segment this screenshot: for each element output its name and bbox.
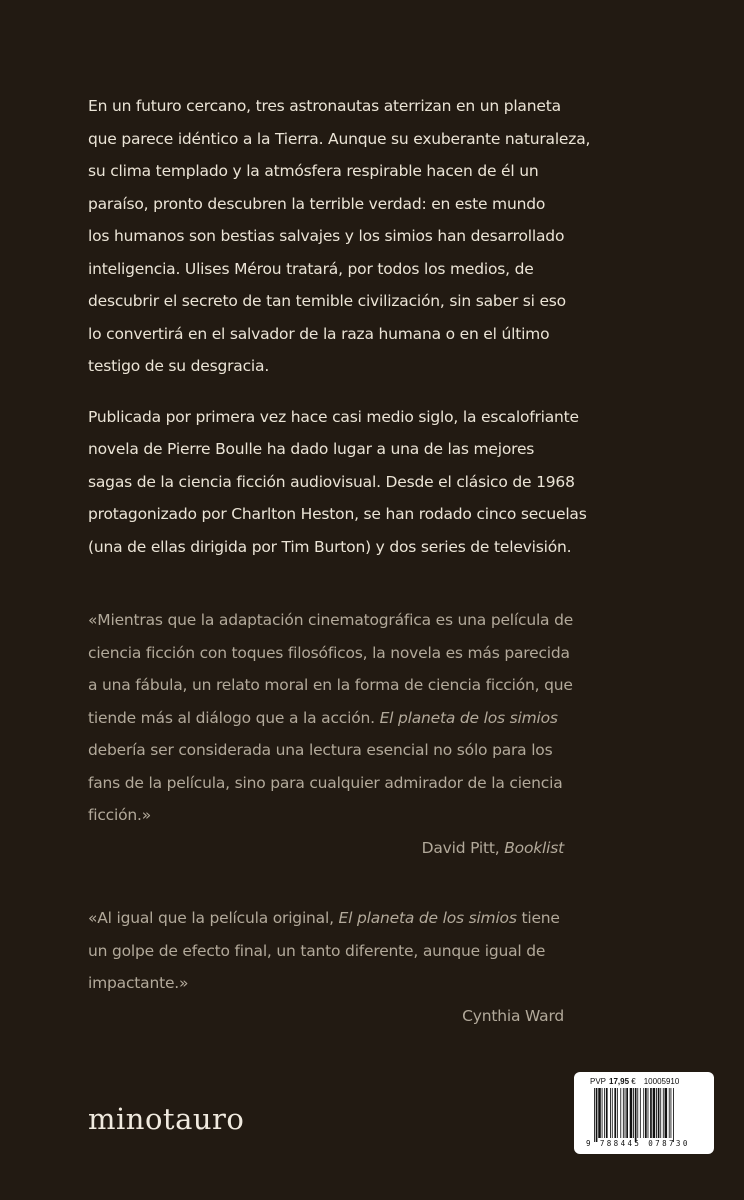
barcode-bar	[626, 1088, 628, 1138]
synopsis-line: En un futuro cercano, tres astronautas aterrizan en un planeta	[88, 97, 561, 115]
review-quotes	[88, 604, 660, 1032]
barcode-bar	[658, 1088, 660, 1138]
synopsis-paragraph-2	[88, 401, 660, 564]
barcode-bar	[671, 1088, 672, 1138]
quote-text: «Al igual que la película original,	[88, 909, 339, 927]
barcode-bar	[665, 1088, 668, 1138]
synopsis-line: (una de ellas dirigida por Tim Burton) y dos series de televisión.	[88, 537, 572, 556]
barcode-bar	[660, 1088, 661, 1138]
barcode-bar	[635, 1088, 637, 1142]
quote-author: Cynthia Ward	[462, 1006, 564, 1025]
quote-line: a una fábula, un relato moral en la forma de ciencia ficción, que	[88, 676, 573, 694]
synopsis-line: lo convertirá en el salvador de la raza humana o en el último	[88, 324, 550, 343]
quote-line: ciencia ficción con toques filosóficos, la novela es más parecida	[88, 643, 570, 662]
barcode-bar	[604, 1088, 605, 1138]
quote-line: ficción.»	[88, 806, 152, 824]
barcode-bar	[614, 1088, 616, 1138]
quote-text: tiende más al diálogo que a la acción.	[88, 708, 380, 727]
synopsis-line: paraíso, pronto descubren la terrible verdad: en este mundo	[88, 194, 546, 213]
quote-line: debería ser considerada una lectura esencial no sólo para los	[88, 741, 553, 759]
synopsis-line: inteligencia. Ulises Mérou tratará, por todos los medios, de	[88, 259, 534, 278]
product-code: 10005910	[643, 1077, 680, 1086]
publisher-logo: minotauro	[88, 1102, 245, 1136]
synopsis-line: su clima templado y la atmósfera respirable hacen de él un	[88, 162, 539, 180]
barcode-bar	[594, 1088, 595, 1142]
barcode-graphic	[592, 1088, 706, 1142]
barcode-bar	[610, 1088, 611, 1138]
pvp-label: PVP	[590, 1077, 607, 1086]
barcode-bar	[612, 1088, 613, 1138]
barcode-bar	[602, 1088, 603, 1138]
barcode-bar	[669, 1088, 670, 1138]
barcode-bar	[633, 1088, 634, 1138]
barcode-bar	[625, 1088, 626, 1138]
barcode-bar	[620, 1088, 621, 1138]
synopsis	[88, 90, 660, 581]
barcode-bar	[598, 1088, 601, 1138]
price-value: 17,95	[609, 1077, 630, 1086]
barcode-bar	[645, 1088, 647, 1138]
synopsis-line: Publicada por primera vez hace casi medio siglo, la escalofriante	[88, 407, 579, 426]
quote-attribution	[88, 832, 660, 865]
price-row	[590, 1077, 708, 1088]
quote-text: tiene	[516, 909, 560, 927]
quote-attribution	[88, 1000, 660, 1033]
barcode-label	[574, 1072, 714, 1154]
barcode-bar	[630, 1088, 633, 1138]
barcode-bar	[656, 1088, 657, 1138]
spacer	[88, 864, 660, 902]
book-title: El planeta de los simios	[379, 708, 558, 727]
quote-line: «Mientras que la adaptación cinematográfica es una película de	[88, 611, 574, 629]
review-quote-1	[88, 604, 660, 864]
barcode-bar	[648, 1088, 649, 1138]
synopsis-line: descubrir el secreto de tan temible civilización, sin saber si eso	[88, 292, 566, 310]
barcode-bar	[663, 1088, 664, 1138]
synopsis-line: sagas de la ciencia ficción audiovisual. Desde el clásico de 1968	[88, 472, 575, 491]
barcode-bar	[650, 1088, 652, 1138]
currency-symbol: €	[631, 1077, 636, 1086]
barcode-bar	[623, 1088, 624, 1138]
book-title: El planeta de los simios	[338, 909, 517, 927]
synopsis-paragraph-1	[88, 90, 660, 383]
quote-line	[88, 702, 660, 735]
synopsis-line: los humanos son bestias salvajes y los simios han desarrollado	[88, 227, 565, 245]
barcode-bar	[617, 1088, 618, 1138]
quote-line: un golpe de efecto final, un tanto diferente, aunque igual de	[88, 941, 546, 960]
quote-line	[88, 902, 660, 935]
synopsis-line: novela de Pierre Boulle ha dado lugar a una de las mejores	[88, 440, 535, 458]
barcode-bar	[673, 1088, 674, 1142]
barcode-bar	[643, 1088, 644, 1138]
synopsis-line: testigo de su desgracia.	[88, 357, 270, 375]
quote-source: Booklist	[504, 838, 564, 857]
quote-line: impactante.»	[88, 974, 189, 992]
synopsis-line: que parece idéntico a la Tierra. Aunque su exuberante naturaleza,	[88, 129, 591, 148]
barcode-bar	[640, 1088, 641, 1138]
synopsis-line: protagonizado por Charlton Heston, se han rodado cinco secuelas	[88, 505, 587, 523]
barcode-bar	[606, 1088, 608, 1138]
review-quote-2	[88, 902, 660, 1032]
barcode-bar	[653, 1088, 656, 1138]
isbn-number: 9 788445 078730	[586, 1139, 690, 1148]
barcode-bar	[637, 1088, 638, 1138]
barcode-bar	[596, 1088, 598, 1142]
quote-author: David Pitt,	[421, 838, 505, 857]
quote-line: fans de la película, sino para cualquier admirador de la ciencia	[88, 773, 563, 792]
